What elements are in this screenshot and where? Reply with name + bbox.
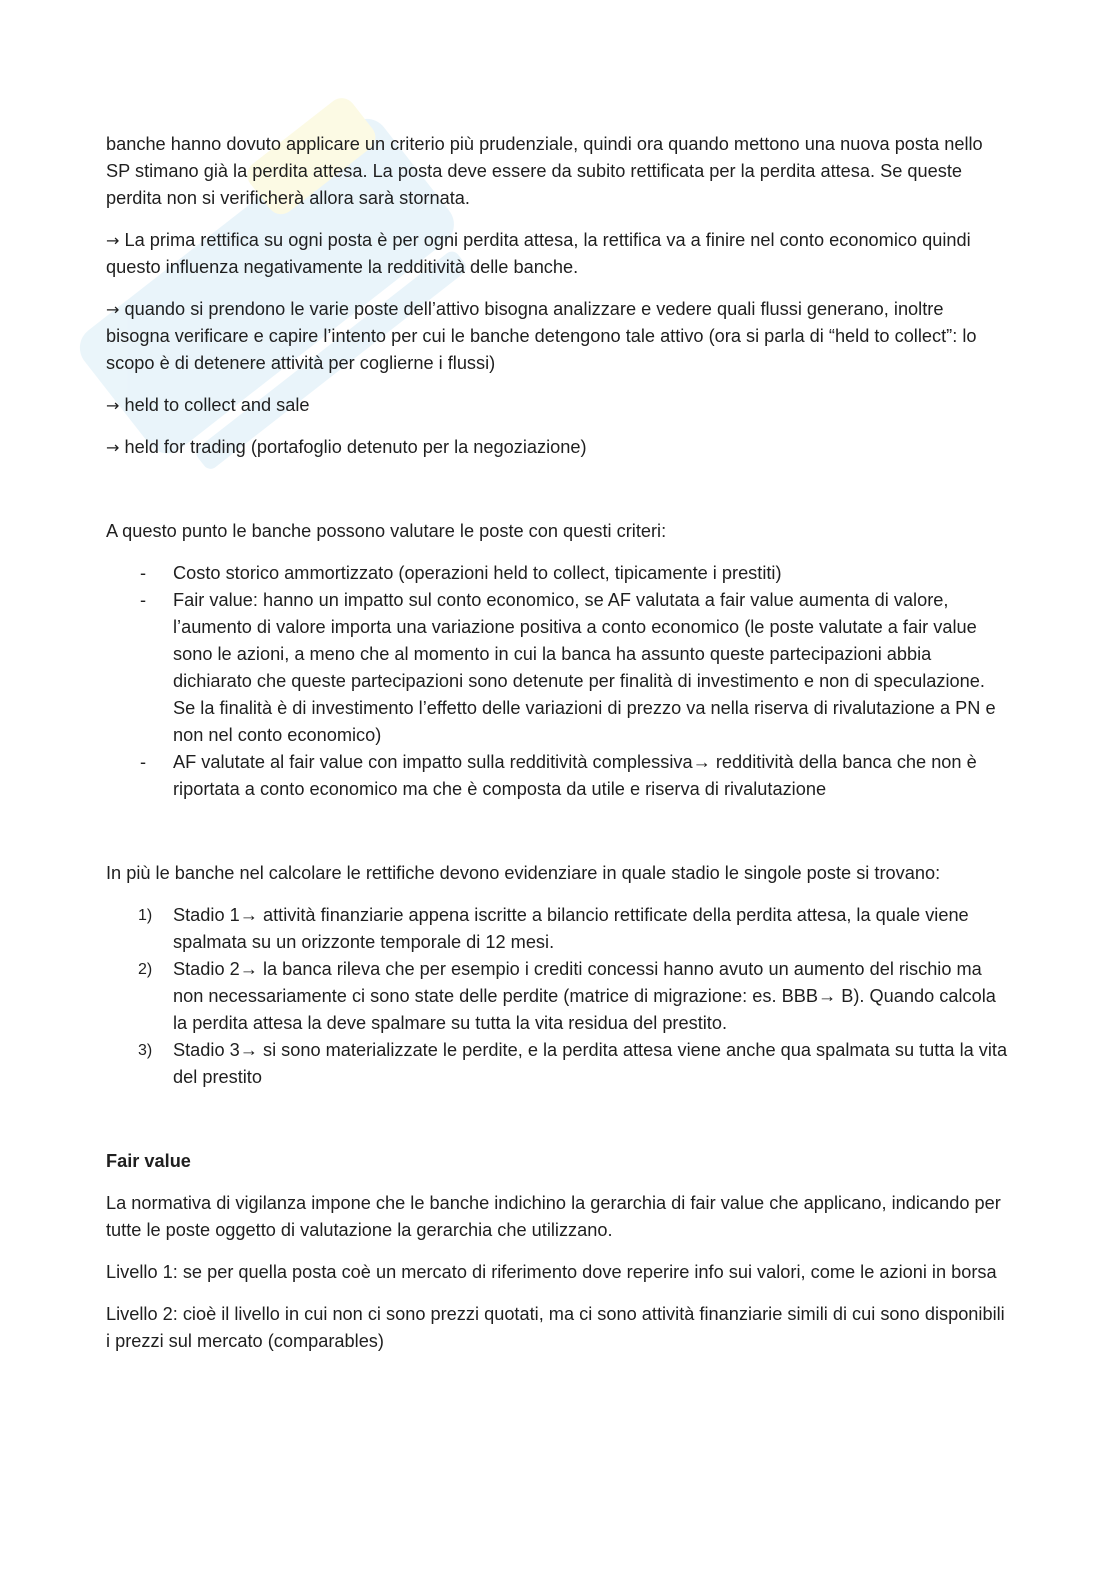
paragraph-first-adjustment [106,227,1011,281]
dash-marker: - [140,590,147,610]
document-page [106,131,1011,1370]
section-heading-fair-value: Fair value [106,1151,191,1171]
paragraph-criteria-intro: A questo punto le banche possono valutare le poste con questi criteri: [106,521,667,541]
list-item [106,587,1011,749]
list-item-text: Stadio 3→ si sono materializzate le perdite, e la perdita attesa viene anche qua spalmata su tutta la vita del prestito [173,1040,1008,1087]
arrow-icon: → [106,438,120,457]
arrow-icon: → [106,231,120,250]
list-item [106,956,1011,1037]
stages-list [106,902,1011,1091]
paragraph-text: quando si prendono le varie poste dell’attivo bisogna analizzare e vedere quali flussi generano, inoltre bisogna verificare e capire l’intento per cui le banche detengono tale attivo (ora si parla di “held to collect”: lo scopo è di detenere attività per coglierne i flussi) [106,299,977,373]
paragraph-held-to-collect [106,296,1011,377]
paragraph-level-1: Livello 1: se per quella posta coè un mercato di riferimento dove reperire info sui valori, come le azioni in borsa [106,1262,997,1282]
list-item-text: Stadio 1→ attività finanziarie appena iscritte a bilancio rettificate della perdita attesa, la quale viene spalmata su un orizzonte temporale di 12 mesi. [173,905,969,952]
list-item [106,749,1011,803]
list-item-text: Stadio 2→ la banca rileva che per esempio i crediti concessi hanno avuto un aumento del rischio ma non necessariamente ci sono state delle perdite (matrice di migrazione: es. BBB→ B). Quando calcola la perdita attesa la deve spalmare su tutta la vita residua del prestito. [173,959,996,1033]
paragraph-stages-intro: In più le banche nel calcolare le rettifiche devono evidenziare in quale stadio le singole poste si trovano: [106,863,941,883]
dash-marker: - [140,563,147,583]
paragraph-held-to-collect-and-sale [106,392,1011,419]
arrow-icon: → [106,300,120,319]
paragraph-fair-value-hierarchy: La normativa di vigilanza impone che le banche indichino la gerarchia di fair value che applicano, indicando per tutte le poste oggetto di valutazione la gerarchia che utilizzano. [106,1193,1001,1240]
paragraph-text: held for trading (portafoglio detenuto per la negoziazione) [124,437,587,457]
list-number: 2) [138,961,153,978]
criteria-list [106,560,1011,803]
list-item-text: AF valutate al fair value con impatto sulla redditività complessiva→ redditività della banca che non è riportata a conto economico ma che è composta da utile e riserva di rivalutazione [173,752,977,799]
list-item [106,560,1011,587]
list-number: 3) [138,1042,153,1059]
paragraph-held-for-trading [106,434,1011,461]
dash-marker: - [140,752,147,772]
list-item [106,902,1011,956]
list-item-text: Costo storico ammortizzato (operazioni held to collect, tipicamente i prestiti) [173,563,782,583]
list-item-text: Fair value: hanno un impatto sul conto economico, se AF valutata a fair value aumenta di valore, l’aumento di valore importa una variazione positiva a conto economico (le poste valutate a fair value sono le azioni, a meno che al momento in cui la banca ha assunto queste partecipazioni abbia dichiarato che queste partecipazioni sono detenute per finalità di investimento e non di speculazione. Se la finalità è di investimento l’effetto delle variazioni di prezzo va nella riserva di rivalutazione a PN e non nel conto economico) [173,590,996,745]
list-item [106,1037,1011,1091]
paragraph-intro: banche hanno dovuto applicare un criterio più prudenziale, quindi ora quando mettono una nuova posta nello SP stimano già la perdita attesa. La posta deve essere da subito rettificata per la perdita attesa. Se queste perdita non si verificherà allora sarà stornata. [106,134,983,208]
paragraph-text: La prima rettifica su ogni posta è per ogni perdita attesa, la rettifica va a finire nel conto economico quindi questo influenza negativamente la redditività delle banche. [106,230,971,277]
list-number: 1) [138,907,153,924]
paragraph-level-2: Livello 2: cioè il livello in cui non ci sono prezzi quotati, ma ci sono attività finanziarie simili di cui sono disponibili i prezzi sul mercato (comparables) [106,1304,1005,1351]
paragraph-text: held to collect and sale [124,395,310,415]
arrow-icon: → [106,396,120,415]
